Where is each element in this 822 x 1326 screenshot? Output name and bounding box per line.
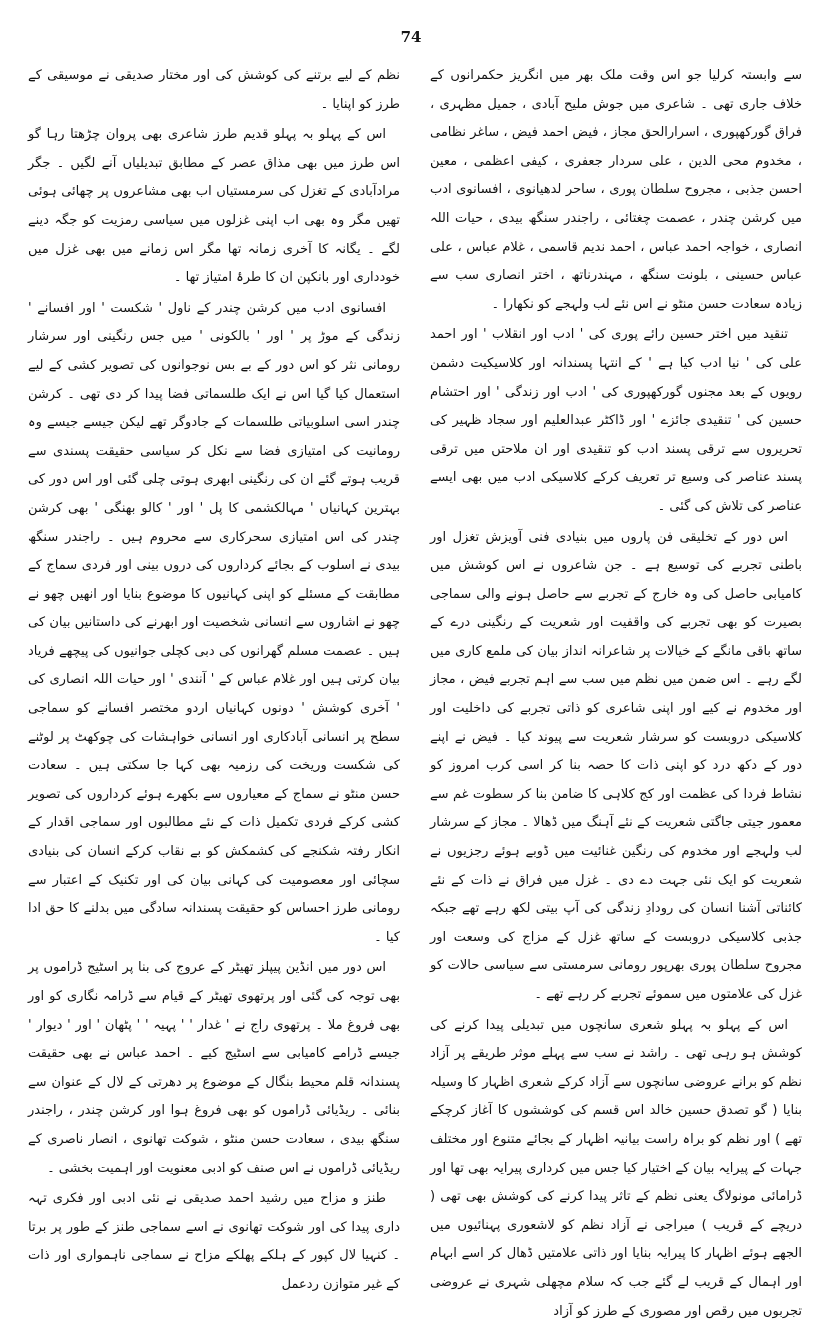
paragraph: سے وابستہ کرلیا جو اس وقت ملک بھر میں انگریز حکمرانوں کے خلاف جاری تھی ۔ شاعری میں جوش ملیح آبادی ، جمیل مظہری ، فراق گورکھپوری ، اسرارالحق مجاز ، فیض احمد فیض ، ساغر نظامی ، مخدوم محی الدین ، علی سردار جعفری ، کیفی اعظمی ، معین احسن جذبی ، مجروح سلطان پوری ، ساحر لدھیانوی ، افسانوی ادب میں کرشن چندر ، عصمت چغتائی ، راجندر سنگھ بیدی ، حیات اللہ انصاری ، خواجہ احمد عباس ، احمد ندیم قاسمی ، غلام عباس ، علی عباس حسینی ، بلونت سنگھ ، مہندرناتھ ، اختر انصاری سب سے زیادہ سعادت حسن منٹو نے اس نئے لب ولہجے کو نکھارا ۔ <box>430 68 802 312</box>
paragraph: طنز و مزاح میں رشید احمد صدیقی نے نئی ادبی اور فکری تہہ داری پیدا کی اور شوکت تھانوی نے اسے سماجی طنز کے طور پر برتا ۔ کنہیا لال کپور کے ہلکے پھلکے مزاح نے سماجی ناہمواری اور ذات کے غیر متوازن ردعمل <box>28 1191 400 1292</box>
paragraph: اس کے پہلو بہ پہلو قدیم طرز شاعری بھی پروان چڑھتا رہا گو اس طرز میں بھی مذاق عصر کے مطابق تبدیلیاں آنے لگیں ۔ جگر مرادآبادی کے تغزل کی سرمستیاں اب بھی مشاعروں پر چھائی ہوئی تھیں مگر وہ بھی اب اپنی غزلوں میں سیاسی رمزیت کو جگہ دینے لگے ۔ یگانہ کا آخری زمانہ تھا مگر اس زمانے میں بھی غزل میں خودداری اور بانکپن ان کا طرۂ امتیاز تھا ۔ <box>28 127 400 286</box>
paragraph: نظم کے لیے برتنے کی کوشش کی اور مختار صدیقی نے موسیقی کے طرز کو اپنایا ۔ <box>28 68 400 112</box>
page-number: 74 <box>400 28 422 46</box>
paragraph: اس دور کے تخلیقی فن پاروں میں بنیادی فنی آویزش تغزل اور باطنی تجربے کی توسیع ہے ۔ جن شاعروں نے اس کوشش میں کامیابی حاصل کی وہ خارج کے تجربے سے حاصل ہونے والی سماجی بصیرت کو بھی تجربے کی واقفیت اور شعریت کے رنگینی درے کے ساتھ باقی مانگے کے خیالات پر شاعرانہ انداز بیان کی ملمع کاری میں لگے رہے ۔ اس ضمن میں نظم میں سب سے اہم تجربے فیض ، مجاز اور مخدوم نے کیے اور اپنی شاعری کو ذاتی تجربے کی داخلیت اور کلاسیکی دروبست کو سرشار شعریت سے پیوند کیا ۔ فیض نے اپنے دور کے دکھ درد کو اپنی ذات کا حصہ بنا کر اسی کرب امروز کو نشاط فردا کی عظمت اور کج کلاہی کا ضامن بنا کر سطوت غم سے معمور جیتی جاگتی شعریت کے نئے آہنگ میں ڈھالا ۔ مجاز کے سرشار لب ولہجے اور مخدوم کی رنگین غنائیت میں ڈوبے ہوئے رجزیوں نے شعریت کو ایک نئی جہت دے دی ۔ غزل میں فراق نے ذات کے نئے کائناتی آشنا انسان کی رودادِ زندگی کی آپ بیتی لکھ رہے تھے جبکہ جذبی کلاسیکی دروبست کے ساتھ غزل کے مزاج کی وسعت اور مجروح سلطان پوری بھرپور رومانی سرمستی سے سیاسی حالات کو غزل کی علامتوں میں سموئے تجربے کر رہے تھے ۔ <box>430 529 802 1002</box>
paragraph: اس کے پہلو بہ پہلو شعری سانچوں میں تبدیلی پیدا کرنے کی کوشش ہو رہی تھی ۔ راشد نے سب سے پہلے موثر طریقے پر آزاد نظم کو برانے عروضی سانچوں سے آزاد کرکے شعری اظہار کا وسیلہ بنایا ( گو تصدق حسین خالد اس قسم کی کوششوں کا آغاز کرچکے تھے ) اور نظم کو براہ راست بیانیہ اظہار کے بجائے متنوع اور مختلف جہات کے پیرایہ بیان کے اختیار کیا جس میں کرداری پیرایہ بھی تھا اور ڈرامائی مونولاگ یعنی نظم کے تاثر پیدا کرنے کی کوشش بھی تھی ( دریچے کے قریب ) میراجی نے آزاد نظم کو لاشعوری پہنائیوں میں الجھے ہوئے اظہار کا پیرایہ بنایا اور ذاتی علامتیں ڈھال کر اسے ابہام اور اہمال کے قریب لے گئے جب کہ سلام مچھلی شہری نے عروضی تجربوں میں رقص اور مصوری کے طرز کو آزاد <box>430 1017 802 1319</box>
text-column-right <box>430 62 802 1319</box>
paragraph: تنقید میں اختر حسین رائے پوری کی ' ادب اور انقلاب ' اور احمد علی کی ' نیا ادب کیا ہے ' کے انتہا پسندانہ اور کلاسیکیت دشمن رویوں کے بعد مجنوں گورکھپوری کی ' ادب اور زندگی ' اور احتشام حسین کی ' تنقیدی جائزے ' اور ڈاکٹر عبدالعلیم اور سجاد ظہیر کی تحریروں سے ترقی پسند ادب کو تنقیدی اور ان ملاحتں میں ترقی پسند عناصر کی وسیع تر تعریف کرکے کلاسیکی ادب میں بھی ایسے عناصر کی تلاش کی گئی ۔ <box>430 327 802 514</box>
paragraph: اس دور میں انڈین پیپلز تھیٹر کے عروج کی بنا پر اسٹیج ڈراموں پر بھی توجہ کی گئی اور پرتھوی تھیٹر کے قیام سے ڈرامہ نگاری کو اور بھی فروغ ملا ۔ پرتھوی راج نے ' غدار ' ' پہیہ ' ' پٹھان ' اور ' دیوار ' جیسے ڈرامے کامیابی سے اسٹیج کیے ۔ احمد عباس نے بھی حقیقت پسندانہ قلم محیط بنگال کے موضوع پر دھرتی کے لال کے عنوان سے بنائی ۔ ریڈیائی ڈراموں کو بھی فروغ ہوا اور کرشن چندر ، راجندر سنگھ بیدی ، سعادت حسن منٹو ، شوکت تھانوی ، انصار ناصری کے ریڈیائی ڈراموں نے اس صنف کو ادبی معنویت اور اہمیت بخشی ۔ <box>28 960 400 1176</box>
text-column-left <box>28 62 400 1292</box>
paragraph: افسانوی ادب میں کرشن چندر کے ناول ' شکست ' اور افسانے ' زندگی کے موڑ پر ' اور ' بالکونی ' میں جس رنگینی اور سرشار رومانی نثر کو اس دور کے بے بس نوجوانوں کی تصویر کشی کے لیے استعمال کیا گیا اس نے ایک طلسماتی فضا پیدا کر دی تھی ۔ کرشن چندر اسی اسلوبیاتی طلسمات کے جادوگر تھے لیکن جیسے جیسے وہ رومانیت کی امتیازی فضا سے نکل کر سیاسی حقیقت پسندی سے قریب ہوتے گئے ان کی رنگینی ابھری ہوتی چلی گئی اور اس دور کی بہترین کہانیاں ' مہالکشمی کا پل ' اور ' کالو بھنگی ' بھی کرشن چندر کی اس امتیازی سحرکاری سے محروم ہیں ۔ راجندر سنگھ بیدی نے اسلوب کے بجائے کرداروں کی دروں بینی اور فردی سماج کے مطابقت کے مسئلے کو اپنی کہانیوں کا موضوع بنایا اور انھیں چھو نے چھو نے اشاروں سے انسانی شخصیت اور ابھرنے کی داستانیں بیان کی ہیں ۔ عصمت مسلم گھرانوں کی دبی کچلی جوانیوں کی پیچھے فریاد بیان کرتی ہیں اور غلام عباس کے ' آنندی ' اور حیات اللہ انصاری کی ' آخری کوشش ' دونوں کہانیاں اردو مختصر افسانے کو سماجی سطح پر انسانی آبادکاری اور انسانی خواہشات کی چوکھٹ پر لوٹنے کی شکست وریخت کی رزمیہ بھی کہا جا سکتی ہیں ۔ سعادت حسن منٹو نے سماج کے معیاروں سے بکھرے ہوئے کرداروں کی تصویر کشی کرکے فردی تکمیل ذات کے نئے مطالبوں اور سماجی اقدار کے انکار رفتہ شکنجے کی کشمکش کو بے نقاب کرکے انسان کی بنیادی سچائی اور معصومیت کی کہانی بیان کی اور تکنیک کے اعتبار سے رومانی طرز احساس کو حقیقت پسندانہ سادگی میں بدلنے کا حق ادا کیا ۔ <box>28 300 400 945</box>
